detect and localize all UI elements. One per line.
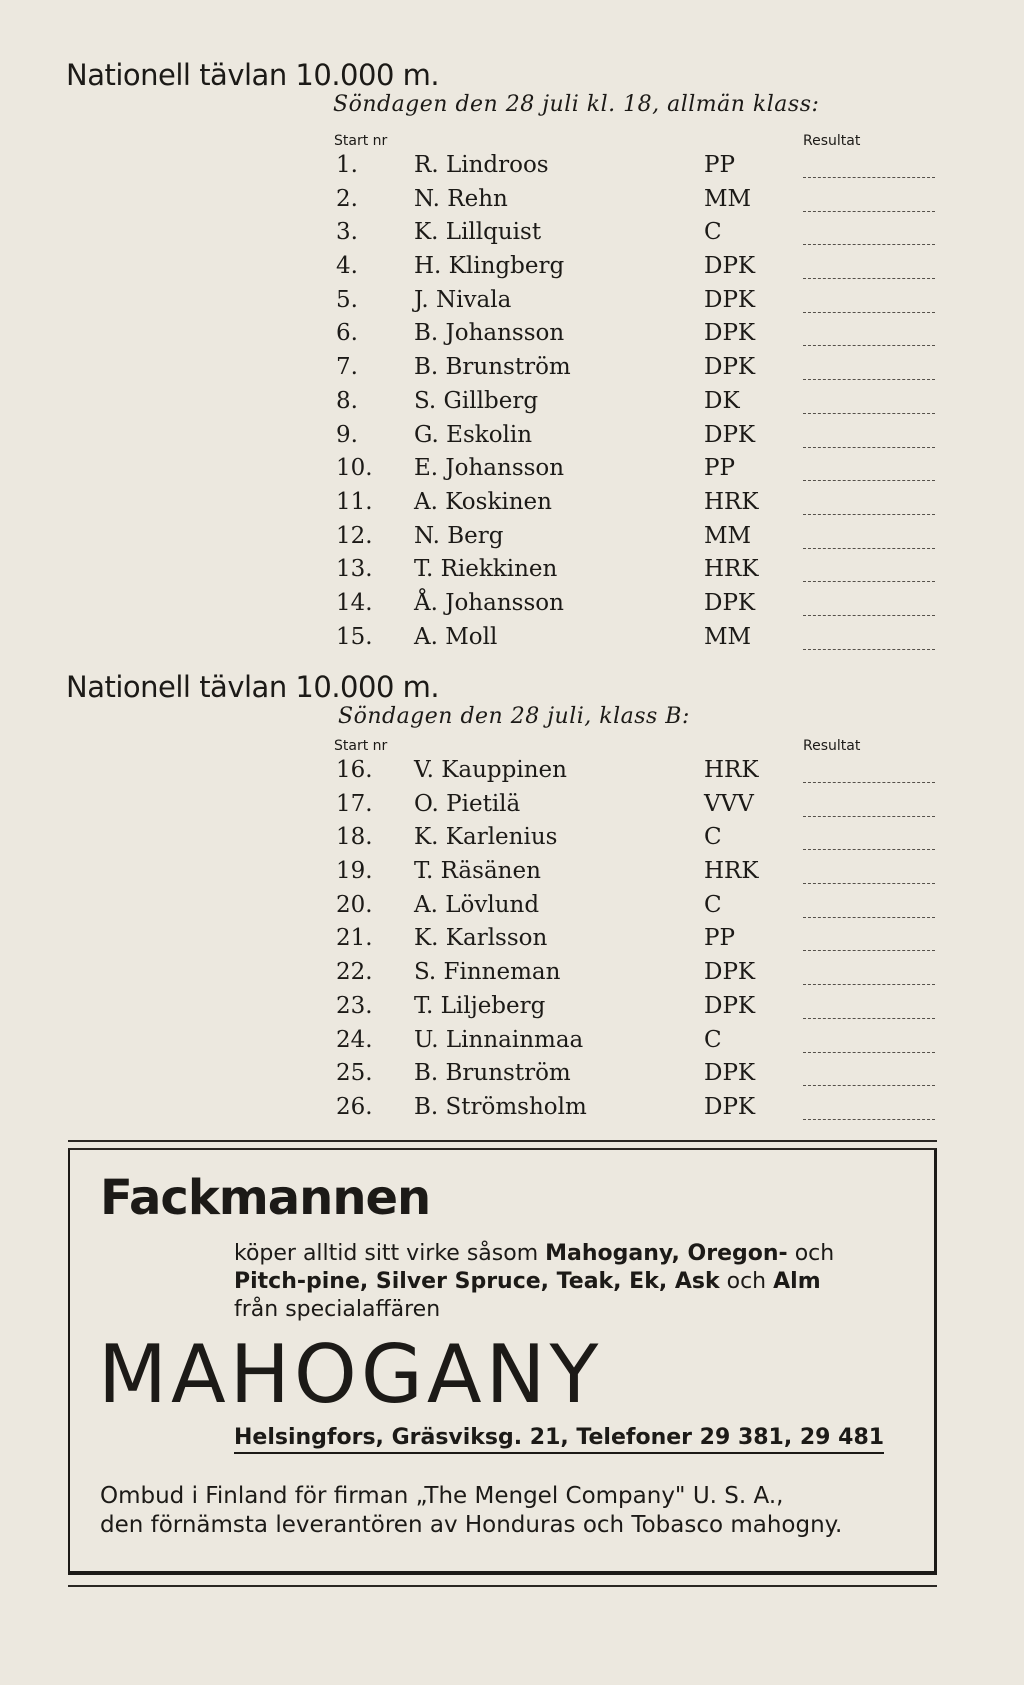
table-row — [0, 791, 1024, 825]
runner-name: K. Karlenius — [414, 824, 558, 851]
ad-line2-a: Pitch-pine, Silver Spruce, Teak, Ek, Ask — [234, 1269, 720, 1294]
result-blank-line — [803, 782, 935, 783]
start-number: 18. — [336, 824, 373, 851]
runner-name: H. Klingberg — [414, 253, 565, 280]
section-1-entry-list — [0, 152, 1024, 657]
ad-line2-c: Alm — [773, 1269, 821, 1294]
runner-name: S. Gillberg — [414, 387, 539, 414]
start-number: 26. — [336, 1093, 373, 1120]
runner-name: B. Brunström — [414, 354, 571, 381]
section-2-entry-list — [0, 757, 1024, 1128]
start-number: 6. — [336, 320, 358, 347]
section-2-subtitle: Söndagen den 28 juli, klass B: — [338, 704, 690, 729]
start-number: 13. — [336, 556, 373, 583]
runner-name: S. Finneman — [414, 959, 561, 986]
advertisement-box — [68, 1148, 937, 1575]
club-code: C — [704, 219, 722, 246]
result-blank-line — [803, 177, 935, 178]
result-blank-line — [803, 1018, 935, 1019]
club-code: HRK — [704, 488, 759, 515]
start-number: 24. — [336, 1026, 373, 1053]
runner-name: A. Lövlund — [414, 891, 540, 918]
section-1-start-header: Start nr — [334, 133, 388, 149]
table-row — [0, 320, 1024, 354]
runner-name: K. Karlsson — [414, 925, 548, 952]
club-code: PP — [704, 925, 735, 952]
club-code: HRK — [704, 556, 759, 583]
result-blank-line — [803, 211, 935, 212]
start-number: 7. — [336, 354, 358, 381]
start-number: 8. — [336, 387, 358, 414]
result-blank-line — [803, 345, 935, 346]
start-number: 9. — [336, 421, 358, 448]
section-1-title: Nationell tävlan 10.000 m. — [66, 58, 440, 92]
ad-agent-line2: den förnämsta leverantören av Honduras och Tobasco mahogny. — [100, 1512, 843, 1538]
runner-name: K. Lillquist — [414, 219, 542, 246]
start-number: 22. — [336, 959, 373, 986]
club-code: HRK — [704, 858, 759, 885]
start-number: 16. — [336, 757, 373, 783]
ad-line2-b: och — [719, 1269, 774, 1294]
runner-name: A. Koskinen — [414, 488, 552, 515]
runner-name: B. Brunström — [414, 1060, 571, 1087]
club-code: MM — [704, 185, 752, 212]
club-code: DPK — [704, 589, 756, 616]
start-number: 14. — [336, 589, 373, 616]
table-row — [0, 523, 1024, 557]
section-2-title: Nationell tävlan 10.000 m. — [66, 670, 440, 704]
section-1-subtitle: Söndagen den 28 juli kl. 18, allmän klass: — [333, 92, 820, 117]
table-row — [0, 590, 1024, 624]
table-row — [0, 824, 1024, 858]
ad-title: Fackmannen — [100, 1170, 431, 1226]
result-blank-line — [803, 1052, 935, 1053]
runner-name: N. Rehn — [414, 185, 508, 212]
runner-name: Å. Johansson — [414, 589, 564, 616]
ad-bottom-divider — [68, 1585, 937, 1587]
start-number: 20. — [336, 891, 373, 918]
start-number: 5. — [336, 286, 358, 313]
table-row — [0, 489, 1024, 523]
start-number: 12. — [336, 522, 373, 549]
section-1-result-header: Resultat — [803, 133, 861, 149]
start-number: 17. — [336, 790, 373, 817]
club-code: C — [704, 1026, 722, 1053]
table-row — [0, 219, 1024, 253]
ad-agent-line1: Ombud i Finland för firman „The Mengel Company" U. S. A., — [100, 1483, 784, 1509]
table-row — [0, 1094, 1024, 1128]
club-code: DPK — [704, 286, 756, 313]
result-blank-line — [803, 312, 935, 313]
result-blank-line — [803, 413, 935, 414]
table-row — [0, 388, 1024, 422]
start-number: 4. — [336, 253, 358, 280]
runner-name: O. Pietilä — [414, 790, 521, 817]
start-number: 3. — [336, 219, 358, 246]
start-number: 2. — [336, 185, 358, 212]
start-number: 19. — [336, 858, 373, 885]
runner-name: B. Strömsholm — [414, 1093, 587, 1120]
club-code: DPK — [704, 253, 756, 280]
start-number: 1. — [336, 152, 358, 178]
table-row — [0, 624, 1024, 658]
result-blank-line — [803, 883, 935, 884]
ad-address: Helsingfors, Gräsviksg. 21, Telefoner 29 381, 29 481 — [234, 1425, 884, 1454]
club-code: C — [704, 824, 722, 851]
ad-line1-b: Mahogany, Oregon- — [545, 1241, 788, 1266]
club-code: PP — [704, 455, 735, 482]
runner-name: T. Liljeberg — [414, 992, 546, 1019]
result-blank-line — [803, 816, 935, 817]
section-2-start-header: Start nr — [334, 738, 388, 754]
club-code: C — [704, 891, 722, 918]
table-row — [0, 253, 1024, 287]
table-row — [0, 1027, 1024, 1061]
start-number: 10. — [336, 455, 373, 482]
result-blank-line — [803, 548, 935, 549]
result-blank-line — [803, 649, 935, 650]
club-code: DPK — [704, 421, 756, 448]
club-code: DK — [704, 387, 740, 414]
ad-brand-name: MAHOGANY — [98, 1328, 603, 1421]
result-blank-line — [803, 615, 935, 616]
runner-name: U. Linnainmaa — [414, 1026, 584, 1053]
table-row — [0, 354, 1024, 388]
result-blank-line — [803, 379, 935, 380]
runner-name: R. Lindroos — [414, 152, 549, 178]
runner-name: B. Johansson — [414, 320, 565, 347]
club-code: DPK — [704, 320, 756, 347]
runner-name: J. Nivala — [414, 286, 512, 313]
table-row — [0, 287, 1024, 321]
club-code: PP — [704, 152, 735, 178]
result-blank-line — [803, 984, 935, 985]
section-2-result-header: Resultat — [803, 738, 861, 754]
result-blank-line — [803, 581, 935, 582]
club-code: DPK — [704, 1093, 756, 1120]
ad-line1-a: köper alltid sitt virke såsom — [234, 1241, 546, 1266]
result-blank-line — [803, 244, 935, 245]
start-number: 21. — [336, 925, 373, 952]
table-row — [0, 892, 1024, 926]
ad-line1-c: och — [787, 1241, 835, 1266]
club-code: MM — [704, 522, 752, 549]
result-blank-line — [803, 514, 935, 515]
ad-top-divider — [68, 1140, 937, 1142]
start-number: 15. — [336, 623, 373, 650]
start-number: 25. — [336, 1060, 373, 1087]
result-blank-line — [803, 447, 935, 448]
result-blank-line — [803, 950, 935, 951]
runner-name: G. Eskolin — [414, 421, 533, 448]
runner-name: T. Riekkinen — [414, 556, 558, 583]
table-row — [0, 152, 1024, 186]
club-code: DPK — [704, 959, 756, 986]
ad-agent-text — [100, 1482, 910, 1540]
club-code: DPK — [704, 1060, 756, 1087]
result-blank-line — [803, 1119, 935, 1120]
runner-name: E. Johansson — [414, 455, 565, 482]
start-number: 23. — [336, 992, 373, 1019]
table-row — [0, 556, 1024, 590]
table-row — [0, 186, 1024, 220]
table-row — [0, 1060, 1024, 1094]
runner-name: A. Moll — [414, 623, 498, 650]
table-row — [0, 858, 1024, 892]
result-blank-line — [803, 480, 935, 481]
table-row — [0, 757, 1024, 791]
ad-line3: från specialaffären — [234, 1297, 441, 1322]
club-code: VVV — [704, 790, 754, 817]
result-blank-line — [803, 1085, 935, 1086]
table-row — [0, 959, 1024, 993]
runner-name: T. Räsänen — [414, 858, 541, 885]
result-blank-line — [803, 278, 935, 279]
table-row — [0, 993, 1024, 1027]
table-row — [0, 925, 1024, 959]
table-row — [0, 455, 1024, 489]
start-number: 11. — [336, 488, 373, 515]
result-blank-line — [803, 917, 935, 918]
club-code: MM — [704, 623, 752, 650]
club-code: HRK — [704, 757, 759, 783]
table-row — [0, 422, 1024, 456]
result-blank-line — [803, 849, 935, 850]
club-code: DPK — [704, 354, 756, 381]
runner-name: N. Berg — [414, 522, 504, 549]
club-code: DPK — [704, 992, 756, 1019]
ad-body-text — [234, 1240, 934, 1324]
runner-name: V. Kauppinen — [414, 757, 567, 783]
